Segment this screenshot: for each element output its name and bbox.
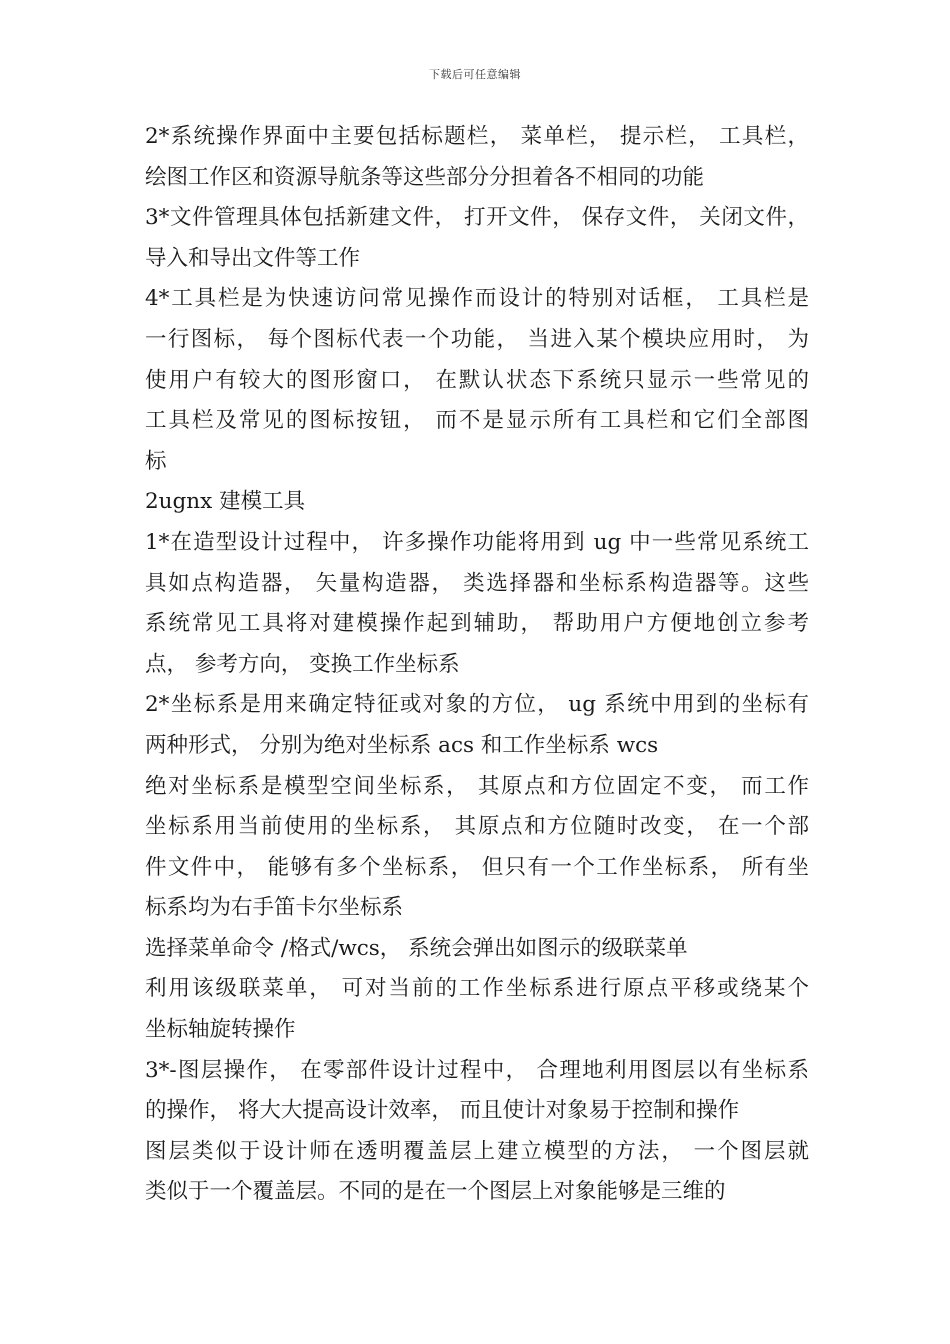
- text-line: 系统常见工具将对建模操作起到辅助， 帮助用户方便地创立参考: [145, 611, 809, 637]
- text-line: 标系均为右手笛卡尔坐标系: [145, 895, 404, 921]
- text-line: 两种形式， 分别为绝对坐标系 acs 和工作坐标系 wcs: [145, 732, 659, 758]
- text-line: 绘图工作区和资源导航条等这些部分分担着各不相同的功能: [145, 164, 705, 190]
- text-line: 的操作， 将大大提高设计效率， 而且使计对象易于控制和操作: [145, 1098, 740, 1124]
- text-line: 件文件中， 能够有多个坐标系， 但只有一个工作坐标系， 所有坐: [145, 854, 809, 880]
- text-line: 坐标轴旋转操作: [145, 1017, 296, 1043]
- text-line: 1*在造型设计过程中， 许多操作功能将用到 ug 中一些常见系统工: [145, 529, 809, 555]
- page-header-note: 下载后可任意编辑: [429, 68, 521, 81]
- section-heading: 2ugnx 建模工具: [145, 489, 306, 515]
- text-line: 选择菜单命令 /格式/wcs， 系统会弹出如图示的级联菜单: [145, 935, 688, 961]
- text-line: 具如点构造器， 矢量构造器， 类选择器和坐标系构造器等。这些: [145, 570, 809, 596]
- text-line: 使用户有较大的图形窗口， 在默认状态下系统只显示一些常见的: [145, 367, 809, 393]
- text-line: 利用该级联菜单， 可对当前的工作坐标系进行原点平移或绕某个: [145, 976, 809, 1002]
- text-line: 点， 参考方向， 变换工作坐标系: [145, 651, 460, 677]
- text-line: 标: [145, 448, 167, 474]
- text-line: 4*工具栏是为快速访问常见操作而设计的特别对话框， 工具栏是: [145, 286, 809, 312]
- document-body: [145, 117, 809, 1213]
- text-line: 一行图标， 每个图标代表一个功能， 当进入某个模块应用时， 为: [145, 326, 809, 352]
- text-line: 2*系统操作界面中主要包括标题栏， 菜单栏， 提示栏， 工具栏，: [145, 124, 809, 149]
- text-line: 2*坐标系是用来确定特征或对象的方位， ug 系统中用到的坐标有: [145, 692, 809, 718]
- text-line: 3*文件管理具体包括新建文件， 打开文件， 保存文件， 关闭文件，: [145, 205, 809, 231]
- text-line: 图层类似于设计师在透明覆盖层上建立模型的方法， 一个图层就: [145, 1138, 809, 1164]
- text-line: 类似于一个覆盖层。不同的是在一个图层上对象能够是三维的: [145, 1179, 726, 1205]
- text-line: 导入和导出文件等工作: [145, 245, 361, 271]
- text-line: 绝对坐标系是模型空间坐标系， 其原点和方位固定不变， 而工作: [145, 773, 809, 799]
- text-line: 坐标系用当前使用的坐标系， 其原点和方位随时改变， 在一个部: [145, 814, 809, 840]
- text-line: 工具栏及常见的图标按钮， 而不是显示所有工具栏和它们全部图: [145, 408, 809, 434]
- text-line: 3*-图层操作， 在零部件设计过程中， 合理地利用图层以有坐标系: [145, 1057, 809, 1083]
